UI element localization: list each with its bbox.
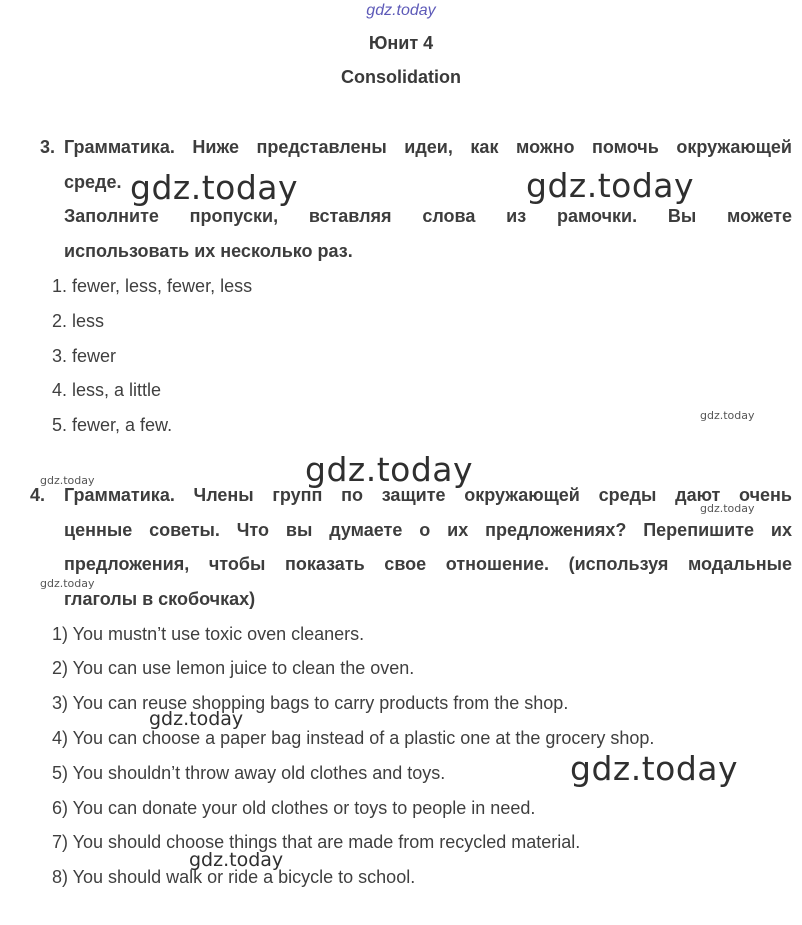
task-4-answer-3: 3) You can reuse shopping bags to carry products from the shop. — [52, 693, 569, 713]
watermark-top: gdz.today — [366, 2, 436, 19]
watermark-medium: gdz.today — [149, 708, 244, 730]
task-4-line-3: предложения, чтобы показать свое отношение. (используя модальные — [64, 554, 792, 574]
unit-title: Юнит 4 — [368, 33, 434, 53]
watermark-small: gdz.today — [700, 502, 755, 515]
watermark-large: gdz.today — [305, 450, 474, 489]
watermark-small: gdz.today — [40, 474, 95, 487]
task-4-line-1: Грамматика. Члены групп по защите окружающей среды дают очень — [64, 485, 792, 505]
task-4-answer-5: 5) You shouldn’t throw away old clothes and toys. — [52, 763, 446, 783]
watermark-large: gdz.today — [130, 168, 299, 207]
watermark-large: gdz.today — [526, 166, 695, 205]
watermark-large: gdz.today — [570, 749, 739, 788]
task-3-answer-4: 4. less, a little — [52, 380, 162, 400]
task-3-number: 3. — [40, 137, 56, 157]
task-3-answer-1: 1. fewer, less, fewer, less — [52, 276, 253, 296]
task-3-line-2: среде. — [64, 171, 122, 192]
task-4-number: 4. — [30, 485, 46, 505]
task-4-line-2: ценные советы. Что вы думаете о их предложениях? Перепишите их — [64, 519, 792, 540]
section-title: Consolidation — [341, 67, 461, 87]
task-4-answer-8: 8) You should walk or ride a bicycle to school. — [52, 867, 416, 887]
watermark-small: gdz.today — [700, 409, 755, 422]
task-4-answer-6: 6) You can donate your old clothes or toys to people in need. — [52, 798, 536, 818]
task-4-answer-7: 7) You should choose things that are made from recycled material. — [52, 832, 581, 852]
task-3-line-3: Заполните пропуски, вставляя слова из рамочки. Вы можете — [64, 206, 792, 226]
task-3-line-4: использовать их несколько раз. — [64, 240, 353, 261]
task-4-instructions — [64, 478, 792, 616]
task-3-answer-3: 3. fewer — [52, 346, 117, 366]
task-4-answer-1: 1) You mustn’t use toxic oven cleaners. — [52, 624, 365, 644]
watermark-medium: gdz.today — [189, 849, 284, 871]
task-3-answer-2: 2. less — [52, 311, 105, 331]
task-4-line-4: глаголы в скобочках) — [64, 588, 256, 609]
task-4-answer-2: 2) You can use lemon juice to clean the oven. — [52, 658, 415, 678]
task-4-answer-4: 4) You can choose a paper bag instead of a plastic one at the grocery shop. — [52, 728, 655, 748]
watermark-small: gdz.today — [40, 577, 95, 590]
task-3-line-1: Грамматика. Ниже представлены идеи, как можно помочь окружающей — [64, 137, 792, 157]
task-4 — [30, 478, 792, 616]
task-3-answer-5: 5. fewer, a few. — [52, 415, 173, 435]
